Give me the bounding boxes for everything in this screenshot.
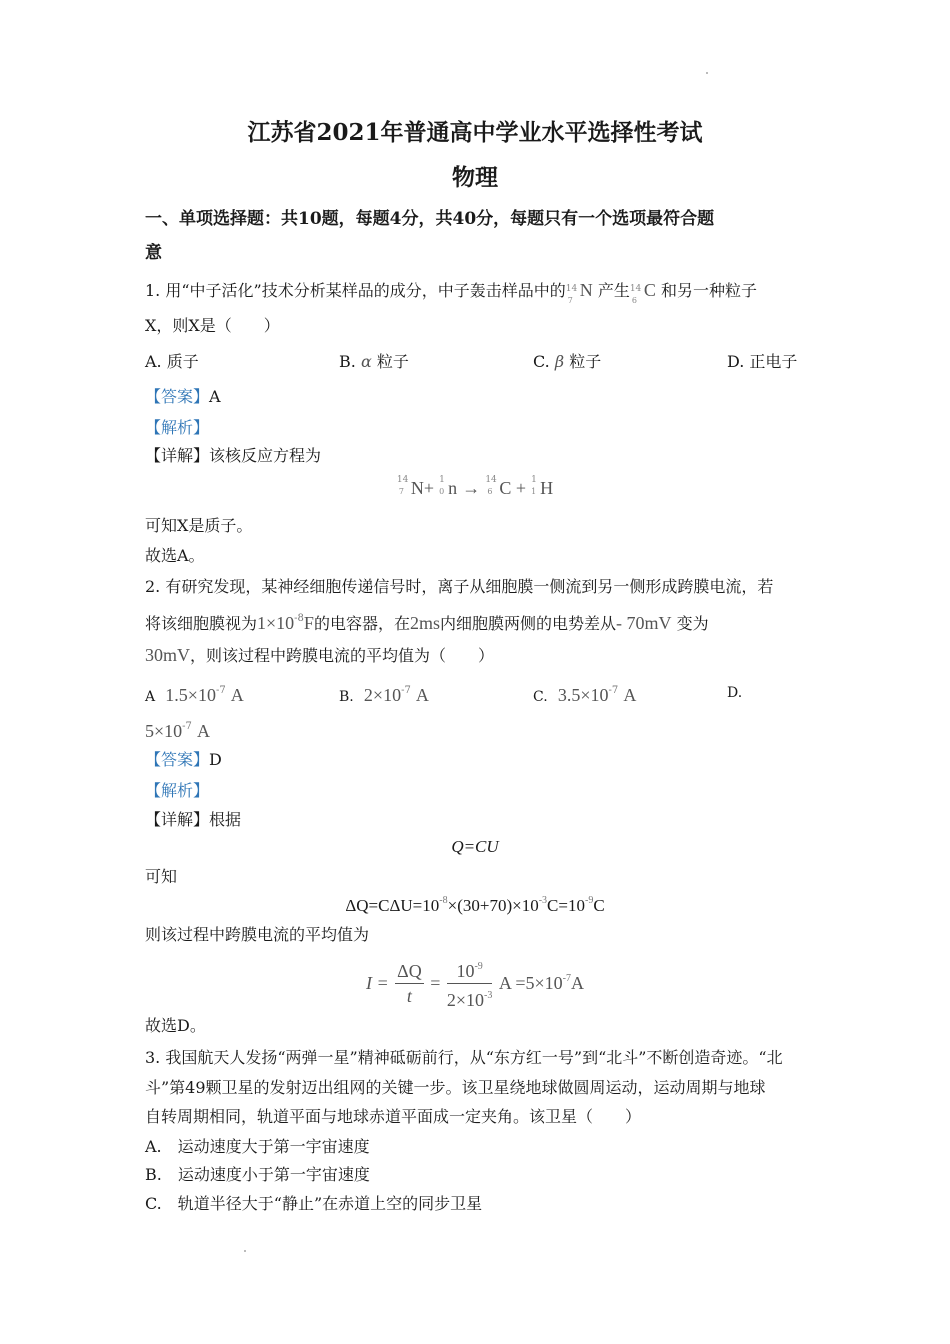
q1-conclusion: 可知X是质子。 (145, 516, 253, 535)
question-2-text-cont: 将该细胞膜视为$1\times 10^{-8}F$的电容器，在2ms内细胞膜两侧的电势差从- 70mV 变为 (145, 613, 709, 633)
carbon-isotope: 14 6 (629, 284, 642, 305)
section-heading: 一、单项选择题：共10题，每题4分，共40分，每题只有一个选项最符合题 (145, 209, 715, 229)
alpha-symbol: α (360, 352, 372, 371)
question-3-text-cont: 斗”第49颗卫星的发射迈出组网的关键一步。该卫星绕地球做圆周运动，运动周期与地球 (145, 1078, 766, 1097)
q2-formula-current: I = $\frac{\Delta Q}{t}$ = $\frac{10^{-9}}{2\times 10^{-3}}$ $A =5\times 10^{-7}A$ (0, 955, 950, 1012)
page-mark (706, 72, 708, 74)
q1-option-a: A. 质子 (145, 352, 199, 371)
q1-option-d: D. 正电子 (727, 352, 798, 371)
q1-choose: 故选A。 (145, 546, 205, 565)
q1-analysis-tag: 【解析】 (145, 418, 210, 437)
reaction-arrow: → (462, 478, 481, 498)
nitrogen-isotope: 14 7 (565, 284, 578, 305)
q2-option-a: A $1.5\times 10^{-7}$ A (145, 685, 244, 705)
page-subtitle: 物理 (452, 164, 498, 191)
q2-answer: 【答案】D (145, 750, 222, 769)
question-3-text: 3. 我国航天人发扬“两弹一星”精神砥砺前行，从“东方红一号”到“北斗”不断创造奇迹。“北 (145, 1048, 783, 1067)
q1-nuclear-equation: 14 7 N+ 1 0 n → 14 6 C + 1 1 H (396, 475, 554, 498)
q1-option-c: C. β 粒子 (533, 352, 602, 371)
q2-choose: 故选D。 (145, 1016, 206, 1035)
question-1-text: 1. 用“中子活化”技术分析某样品的成分，中子轰击样品中的 14 7 N 产生 14 6 C 和另一种粒子 (145, 280, 757, 305)
question-3-text-cont2: 自转周期相同，轨道平面与地球赤道平面成一定夹角。该卫星（ ） (145, 1107, 642, 1126)
q2-option-d: $5\times 10^{-7}$ A (145, 721, 210, 741)
q2-option-d-label: D. (727, 685, 743, 701)
page-title: 江苏省2021年普通高中学业水平选择性考试 (247, 119, 703, 146)
q1-detail: 【详解】该核反应方程为 (145, 446, 322, 465)
q2-analysis-tag: 【解析】 (145, 781, 210, 800)
q2-option-b: B. $2\times 10^{-7}$ A (339, 685, 429, 705)
question-2-text: 2. 有研究发现，某神经细胞传递信号时，离子从细胞膜一侧流到另一侧形成跨膜电流，若 (145, 577, 774, 596)
q2-detail: 【详解】根据 (145, 810, 242, 829)
q1-option-b: B. α 粒子 (339, 352, 409, 371)
q2-avg-text: 则该过程中跨膜电流的平均值为 (145, 925, 370, 944)
q2-option-c: C. $3.5\times 10^{-7}$ A (533, 685, 637, 705)
q2-know: 可知 (145, 867, 178, 886)
beta-symbol: β (554, 352, 565, 371)
q2-formula-q-cu: Q=CU (451, 837, 499, 856)
q2-formula-delta-q: $\Delta Q=C\Delta U=10^{-8}\times(30+70)\times 10^{-3}C=10^{-9}C$ (345, 895, 605, 915)
q3-option-b: B. 运动速度小于第一宇宙速度 (145, 1165, 370, 1184)
section-heading-cont: 意 (145, 243, 162, 263)
q3-option-a: A. 运动速度大于第一宇宙速度 (145, 1137, 370, 1156)
q1-answer: 【答案】A (145, 387, 221, 406)
q3-option-c: C. 轨道半径大于“静止”在赤道上空的同步卫星 (145, 1194, 483, 1213)
question-1-text-cont: X，则X是（ ） (145, 316, 280, 335)
question-2-text-cont2: 30mV，则该过程中跨膜电流的平均值为（ ） (145, 645, 495, 665)
page-mark-bottom (244, 1250, 246, 1252)
